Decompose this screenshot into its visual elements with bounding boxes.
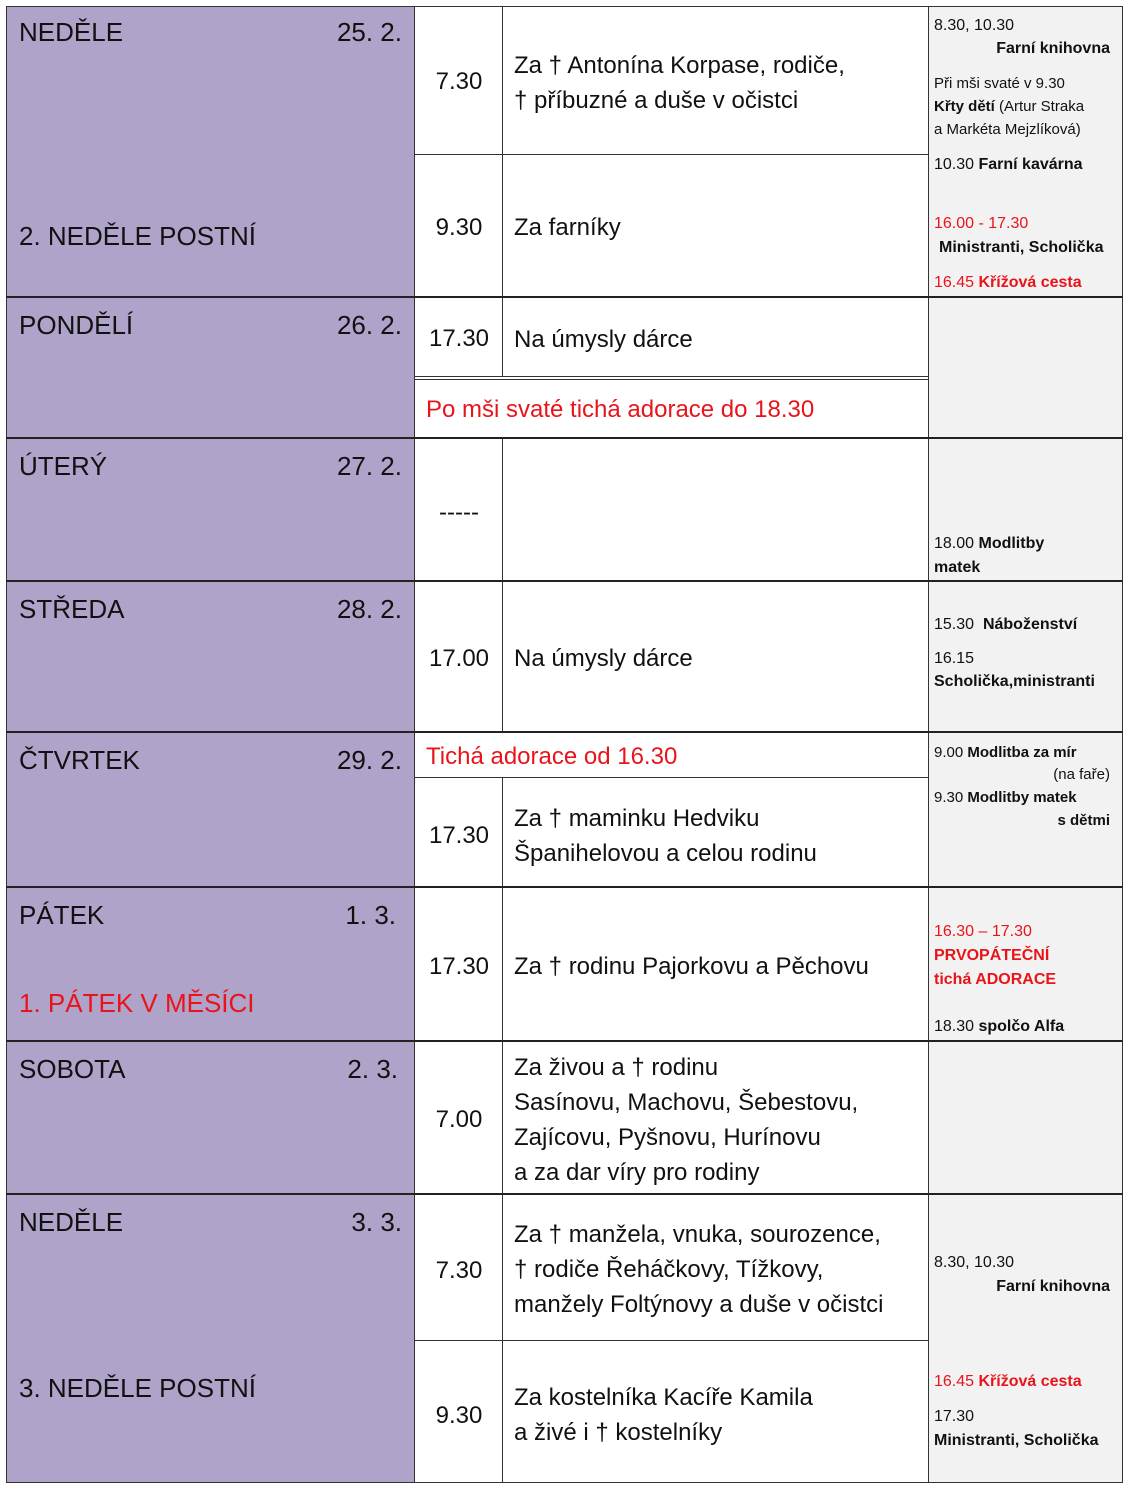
- event-line: Farní knihovna: [996, 1278, 1110, 1295]
- mass-intention: Na úmysly dárce: [514, 326, 693, 353]
- mass-intention: Za farníky: [514, 214, 621, 241]
- event-line: s dětmi: [1057, 812, 1110, 829]
- day-date: 28. 2.: [336, 594, 402, 624]
- mass-divider: [415, 1340, 929, 1341]
- event-line: 16.45 Křížová cesta: [934, 274, 1082, 291]
- time-column: [415, 1195, 503, 1483]
- time-column: [415, 6, 503, 297]
- event-line: 9.30 Modlitby matek: [934, 789, 1077, 806]
- event-line: 15.30 Náboženství: [934, 616, 1078, 633]
- day-date: 25. 2.: [336, 17, 402, 47]
- day-subtitle: 3. NEDĚLE POSTNÍ: [19, 1373, 256, 1403]
- mass-time: 7.30: [435, 1257, 483, 1284]
- event-line: 16.15: [934, 650, 975, 667]
- event-line: (na faře): [1053, 766, 1110, 783]
- mass-time: 9.30: [435, 214, 483, 241]
- mass-intention: Za kostelníka Kacíře Kamila a živé i † kostelníky: [514, 1384, 813, 1446]
- day-subtitle: 1. PÁTEK V MĚSÍCI: [19, 988, 255, 1018]
- event-line: Ministranti, Scholička: [934, 1432, 1099, 1449]
- mass-divider: [415, 154, 929, 155]
- day-name: NEDĚLE: [19, 1207, 124, 1237]
- mass-intention: Za † Antonína Korpase, rodiče, † příbuzné a duše v očistci: [514, 52, 845, 114]
- event-line: 8.30, 10.30: [934, 1254, 1015, 1271]
- event-line: 18.30 spolčo Alfa: [934, 1018, 1065, 1035]
- day-date: 29. 2.: [336, 745, 402, 775]
- event-line: 10.30 Farní kavárna: [934, 156, 1083, 173]
- day-name: STŘEDA: [19, 594, 125, 624]
- day-name: ÚTERÝ: [19, 451, 108, 481]
- event-line: 16.30 – 17.30: [934, 923, 1032, 940]
- mass-time: 9.30: [435, 1402, 483, 1429]
- event-line: 9.00 Modlitba za mír: [934, 744, 1077, 761]
- day-date: 27. 2.: [336, 451, 402, 481]
- day-name: PONDĚLÍ: [19, 310, 134, 340]
- event-line: tichá ADORACE: [934, 971, 1057, 988]
- day-cell: [6, 888, 415, 1040]
- mass-intention: Na úmysly dárce: [514, 645, 693, 672]
- event-line: PRVOPÁTEČNÍ: [934, 947, 1050, 964]
- event-line: a Markéta Mejzlíková): [934, 121, 1081, 138]
- table-top-border: [6, 6, 1123, 7]
- day-date: 1. 3.: [345, 900, 396, 930]
- mass-time: 17.00: [428, 645, 490, 672]
- day-subtitle: 2. NEDĚLE POSTNÍ: [19, 221, 256, 251]
- events-cell: [929, 298, 1123, 437]
- day-name: NEDĚLE: [19, 17, 124, 47]
- mass-intention: Za † rodinu Pajorkovu a Pěchovu: [514, 953, 869, 980]
- event-line: 17.30: [934, 1408, 975, 1425]
- day-date: 2. 3.: [347, 1054, 398, 1084]
- day-cell: [6, 298, 415, 437]
- adoration-note: Po mši svaté tichá adorace do 18.30: [426, 396, 815, 423]
- day-row-saturday: [6, 1042, 1123, 1193]
- mass-divider: [415, 376, 929, 377]
- adoration-note: Tichá adorace od 16.30: [426, 743, 678, 770]
- event-line: 8.30, 10.30: [934, 17, 1015, 34]
- mass-intention: Za † manžela, vnuka, sourozence, † rodiče Řeháčkovy, Tížkovy, manžely Foltýnovy a duše v očistci: [514, 1221, 884, 1318]
- events-cell: [929, 1042, 1123, 1193]
- event-line: Při mši svaté v 9.30: [934, 75, 1065, 92]
- day-date: 3. 3.: [351, 1207, 402, 1237]
- intention-column: [503, 439, 929, 580]
- day-cell: [6, 6, 415, 297]
- day-cell: [6, 1195, 415, 1483]
- mass-intention: Za † maminku Hedviku Španihelovou a celou rodinu: [514, 805, 817, 867]
- event-line: 16.45 Křížová cesta: [934, 1373, 1082, 1390]
- day-cell: [6, 1042, 415, 1193]
- mass-time: 7.00: [435, 1106, 483, 1133]
- event-line: 18.00 Modlitby: [934, 535, 1045, 552]
- mass-time: 7.30: [435, 68, 483, 95]
- mass-time: -----: [439, 499, 479, 526]
- event-line: matek: [934, 559, 981, 576]
- day-date: 26. 2.: [336, 310, 402, 340]
- day-cell: [6, 582, 415, 731]
- day-name: PÁTEK: [19, 900, 105, 930]
- event-line: Ministranti, Scholička: [939, 239, 1104, 256]
- event-line: Farní knihovna: [996, 40, 1110, 57]
- mass-time: 17.30: [428, 953, 490, 980]
- mass-time: 17.30: [428, 325, 490, 352]
- day-cell: [6, 439, 415, 580]
- day-row-monday: [6, 298, 1123, 437]
- day-name: SOBOTA: [19, 1054, 126, 1084]
- mass-intention: Za živou a † rodinu Sasínovu, Machovu, Šebestovu, Zajícovu, Pyšnovu, Hurínovu a za dar víry pro rodiny: [514, 1054, 859, 1186]
- day-name: ČTVRTEK: [19, 745, 140, 775]
- event-line: Křty dětí (Artur Straka: [934, 98, 1085, 115]
- mass-time: 17.30: [428, 822, 490, 849]
- day-cell: [6, 733, 415, 886]
- event-line: Scholička,ministranti: [934, 673, 1095, 690]
- event-line: 16.00 - 17.30: [934, 215, 1029, 232]
